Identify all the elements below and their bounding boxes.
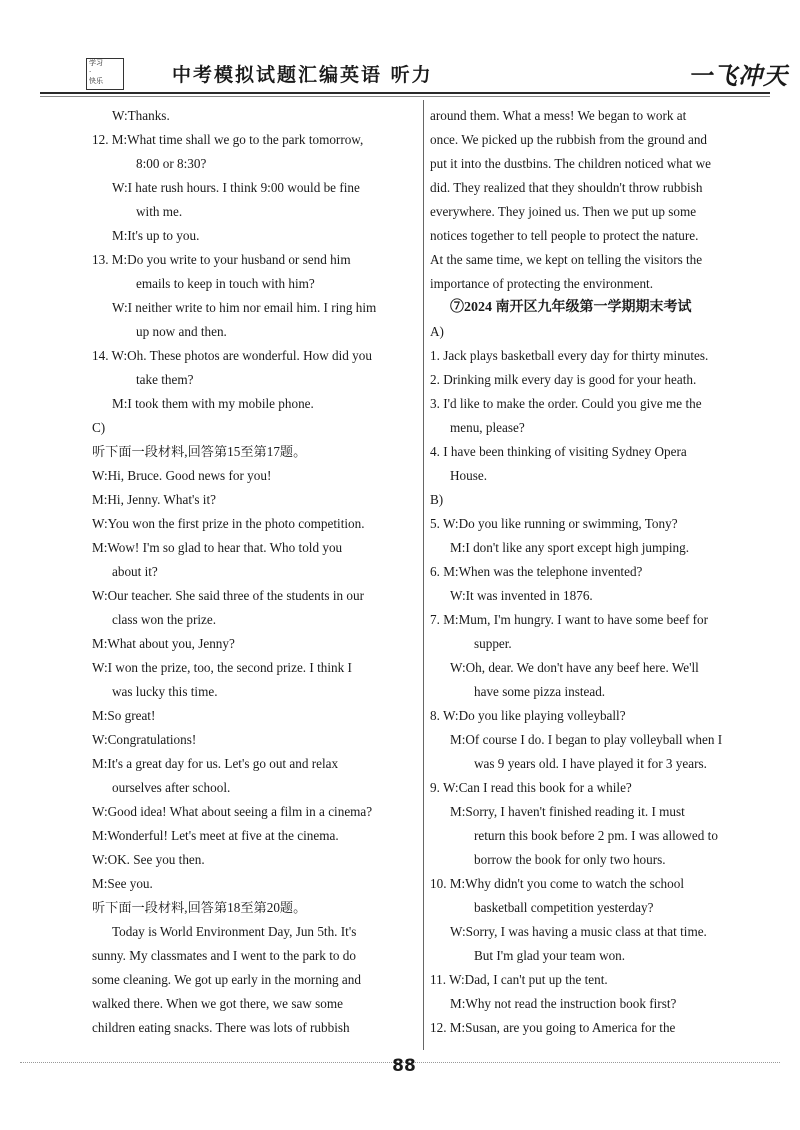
right-column xyxy=(430,104,762,1040)
book-title: 中考模拟试题汇编英语 听力 xyxy=(172,64,433,86)
page-header xyxy=(40,48,788,96)
right-column-line: M:Sorry, I haven't finished reading it. I must xyxy=(450,804,685,819)
left-column-line: W:Our teacher. She said three of the students in our xyxy=(92,588,364,603)
left-column-line: with me. xyxy=(136,204,183,219)
left-column-line: W:I neither write to him nor email him. I ring him xyxy=(112,300,377,315)
left-column-line: 14. W:Oh. These photos are wonderful. How did you xyxy=(92,348,372,363)
right-column-line: 12. M:Susan, are you going to America for the xyxy=(430,1020,676,1035)
left-column-line: M:See you. xyxy=(92,876,153,891)
left-column-line: 12. M:What time shall we go to the park tomorrow, xyxy=(92,132,364,147)
right-column-line: everywhere. They joined us. Then we put up some xyxy=(430,204,697,219)
publisher-logo xyxy=(86,58,124,90)
left-column-line: children eating snacks. There was lots of rubbish xyxy=(92,1020,350,1035)
right-column-line: menu, please? xyxy=(450,420,525,435)
right-column-line: W:Oh, dear. We don't have any beef here. We'll xyxy=(450,660,699,675)
page-number: 88 xyxy=(392,1056,416,1076)
left-column-line: C) xyxy=(92,420,106,435)
left-column-line: emails to keep in touch with him? xyxy=(136,276,315,291)
left-column-line: 8:00 or 8:30? xyxy=(136,156,207,171)
right-column-line: did. They realized that they shouldn't throw rubbish xyxy=(430,180,703,195)
left-column-line: ourselves after school. xyxy=(112,780,231,795)
right-column-line: notices together to tell people to protect the nature. xyxy=(430,228,699,243)
left-column-line: W:Thanks. xyxy=(112,108,170,123)
logo-line-1: 学习 xyxy=(89,59,103,67)
right-column-line: supper. xyxy=(474,636,512,651)
right-column-line: borrow the book for only two hours. xyxy=(474,852,666,867)
left-column-line: M:It's a great day for us. Let's go out and relax xyxy=(92,756,339,771)
left-column-line: sunny. My classmates and I went to the park to do xyxy=(92,948,356,963)
left-column-line: M:Hi, Jenny. What's it? xyxy=(92,492,216,507)
right-column-line: But I'm glad your team won. xyxy=(474,948,626,963)
right-column-line: 9. W:Can I read this book for a while? xyxy=(430,780,632,795)
right-column-line: M:I don't like any sport except high jumping. xyxy=(450,540,689,555)
right-column-line: B) xyxy=(430,492,444,507)
right-column-line: 4. I have been thinking of visiting Sydney Opera xyxy=(430,444,687,459)
right-column-line: W:It was invented in 1876. xyxy=(450,588,593,603)
right-column-line: At the same time, we kept on telling the visitors the xyxy=(430,252,703,267)
right-column-line: 6. M:When was the telephone invented? xyxy=(430,564,643,579)
left-column-line: W:Congratulations! xyxy=(92,732,197,747)
left-column-line: M:It's up to you. xyxy=(112,228,200,243)
left-column-line: W:You won the first prize in the photo competition. xyxy=(92,516,365,531)
right-column-line: once. We picked up the rubbish from the ground and xyxy=(430,132,708,147)
left-column-line: class won the prize. xyxy=(112,612,216,627)
logo-line-3: 快乐 xyxy=(89,77,103,85)
right-column-line: 3. I'd like to make the order. Could you give me the xyxy=(430,396,702,411)
right-column-line: around them. What a mess! We began to work at xyxy=(430,108,687,123)
left-column-line: walked there. When we got there, we saw some xyxy=(92,996,343,1011)
left-column-line: W:I hate rush hours. I think 9:00 would be fine xyxy=(112,180,360,195)
left-column-line: some cleaning. We got up early in the morning and xyxy=(92,972,361,987)
brand-mark: 一飞冲天 xyxy=(688,62,788,90)
right-column-line: 2. Drinking milk every day is good for your heath. xyxy=(430,372,697,387)
right-column-line: basketball competition yesterday? xyxy=(474,900,654,915)
left-column-line: about it? xyxy=(112,564,158,579)
left-column xyxy=(92,104,418,1040)
right-column-line: was 9 years old. I have played it for 3 years. xyxy=(474,756,707,771)
left-column-line: take them? xyxy=(136,372,194,387)
left-column-line: M:So great! xyxy=(92,708,156,723)
right-column-line: House. xyxy=(450,468,487,483)
left-column-line: up now and then. xyxy=(136,324,227,339)
left-column-line: was lucky this time. xyxy=(112,684,218,699)
right-column-line: W:Sorry, I was having a music class at that time. xyxy=(450,924,707,939)
right-column-line: 10. M:Why didn't you come to watch the school xyxy=(430,876,684,891)
header-rule-thin xyxy=(40,96,770,97)
left-column-line: W:I won the prize, too, the second prize. I think I xyxy=(92,660,352,675)
right-column-line: return this book before 2 pm. I was allowed to xyxy=(474,828,718,843)
left-column-line: M:What about you, Jenny? xyxy=(92,636,235,651)
left-column-line: M:I took them with my mobile phone. xyxy=(112,396,314,411)
header-rule xyxy=(40,92,770,94)
left-column-line: 听下面一段材料,回答第15至第17题。 xyxy=(92,444,307,459)
column-divider xyxy=(423,100,424,1050)
right-column-line: 5. W:Do you like running or swimming, Tony? xyxy=(430,516,678,531)
right-column-line: have some pizza instead. xyxy=(474,684,606,699)
right-column-line: put it into the dustbins. The children noticed what we xyxy=(430,156,712,171)
left-column-line: Today is World Environment Day, Jun 5th. It's xyxy=(112,924,357,939)
left-column-line: M:Wonderful! Let's meet at five at the cinema. xyxy=(92,828,339,843)
left-column-line: 听下面一段材料,回答第18至第20题。 xyxy=(92,900,307,915)
right-column-line: 7. M:Mum, I'm hungry. I want to have some beef for xyxy=(430,612,709,627)
right-column-line: 8. W:Do you like playing volleyball? xyxy=(430,708,626,723)
logo-line-2: · xyxy=(89,68,92,76)
right-column-line: 11. W:Dad, I can't put up the tent. xyxy=(430,972,608,987)
right-column-line: M:Why not read the instruction book first? xyxy=(450,996,677,1011)
right-column-line: 1. Jack plays basketball every day for thirty minutes. xyxy=(430,348,709,363)
left-column-line: 13. M:Do you write to your husband or send him xyxy=(92,252,351,267)
right-column-line: A) xyxy=(430,324,444,339)
right-column-line: importance of protecting the environment. xyxy=(430,276,654,291)
left-column-line: W:Good idea! What about seeing a film in a cinema? xyxy=(92,804,373,819)
right-column-line: ⑦2024 南开区九年级第一学期期末考试 xyxy=(450,300,692,315)
left-column-line: W:OK. See you then. xyxy=(92,852,205,867)
left-column-line: M:Wow! I'm so glad to hear that. Who told you xyxy=(92,540,343,555)
left-column-line: W:Hi, Bruce. Good news for you! xyxy=(92,468,272,483)
right-column-line: M:Of course I do. I began to play volleyball when I xyxy=(450,732,723,747)
